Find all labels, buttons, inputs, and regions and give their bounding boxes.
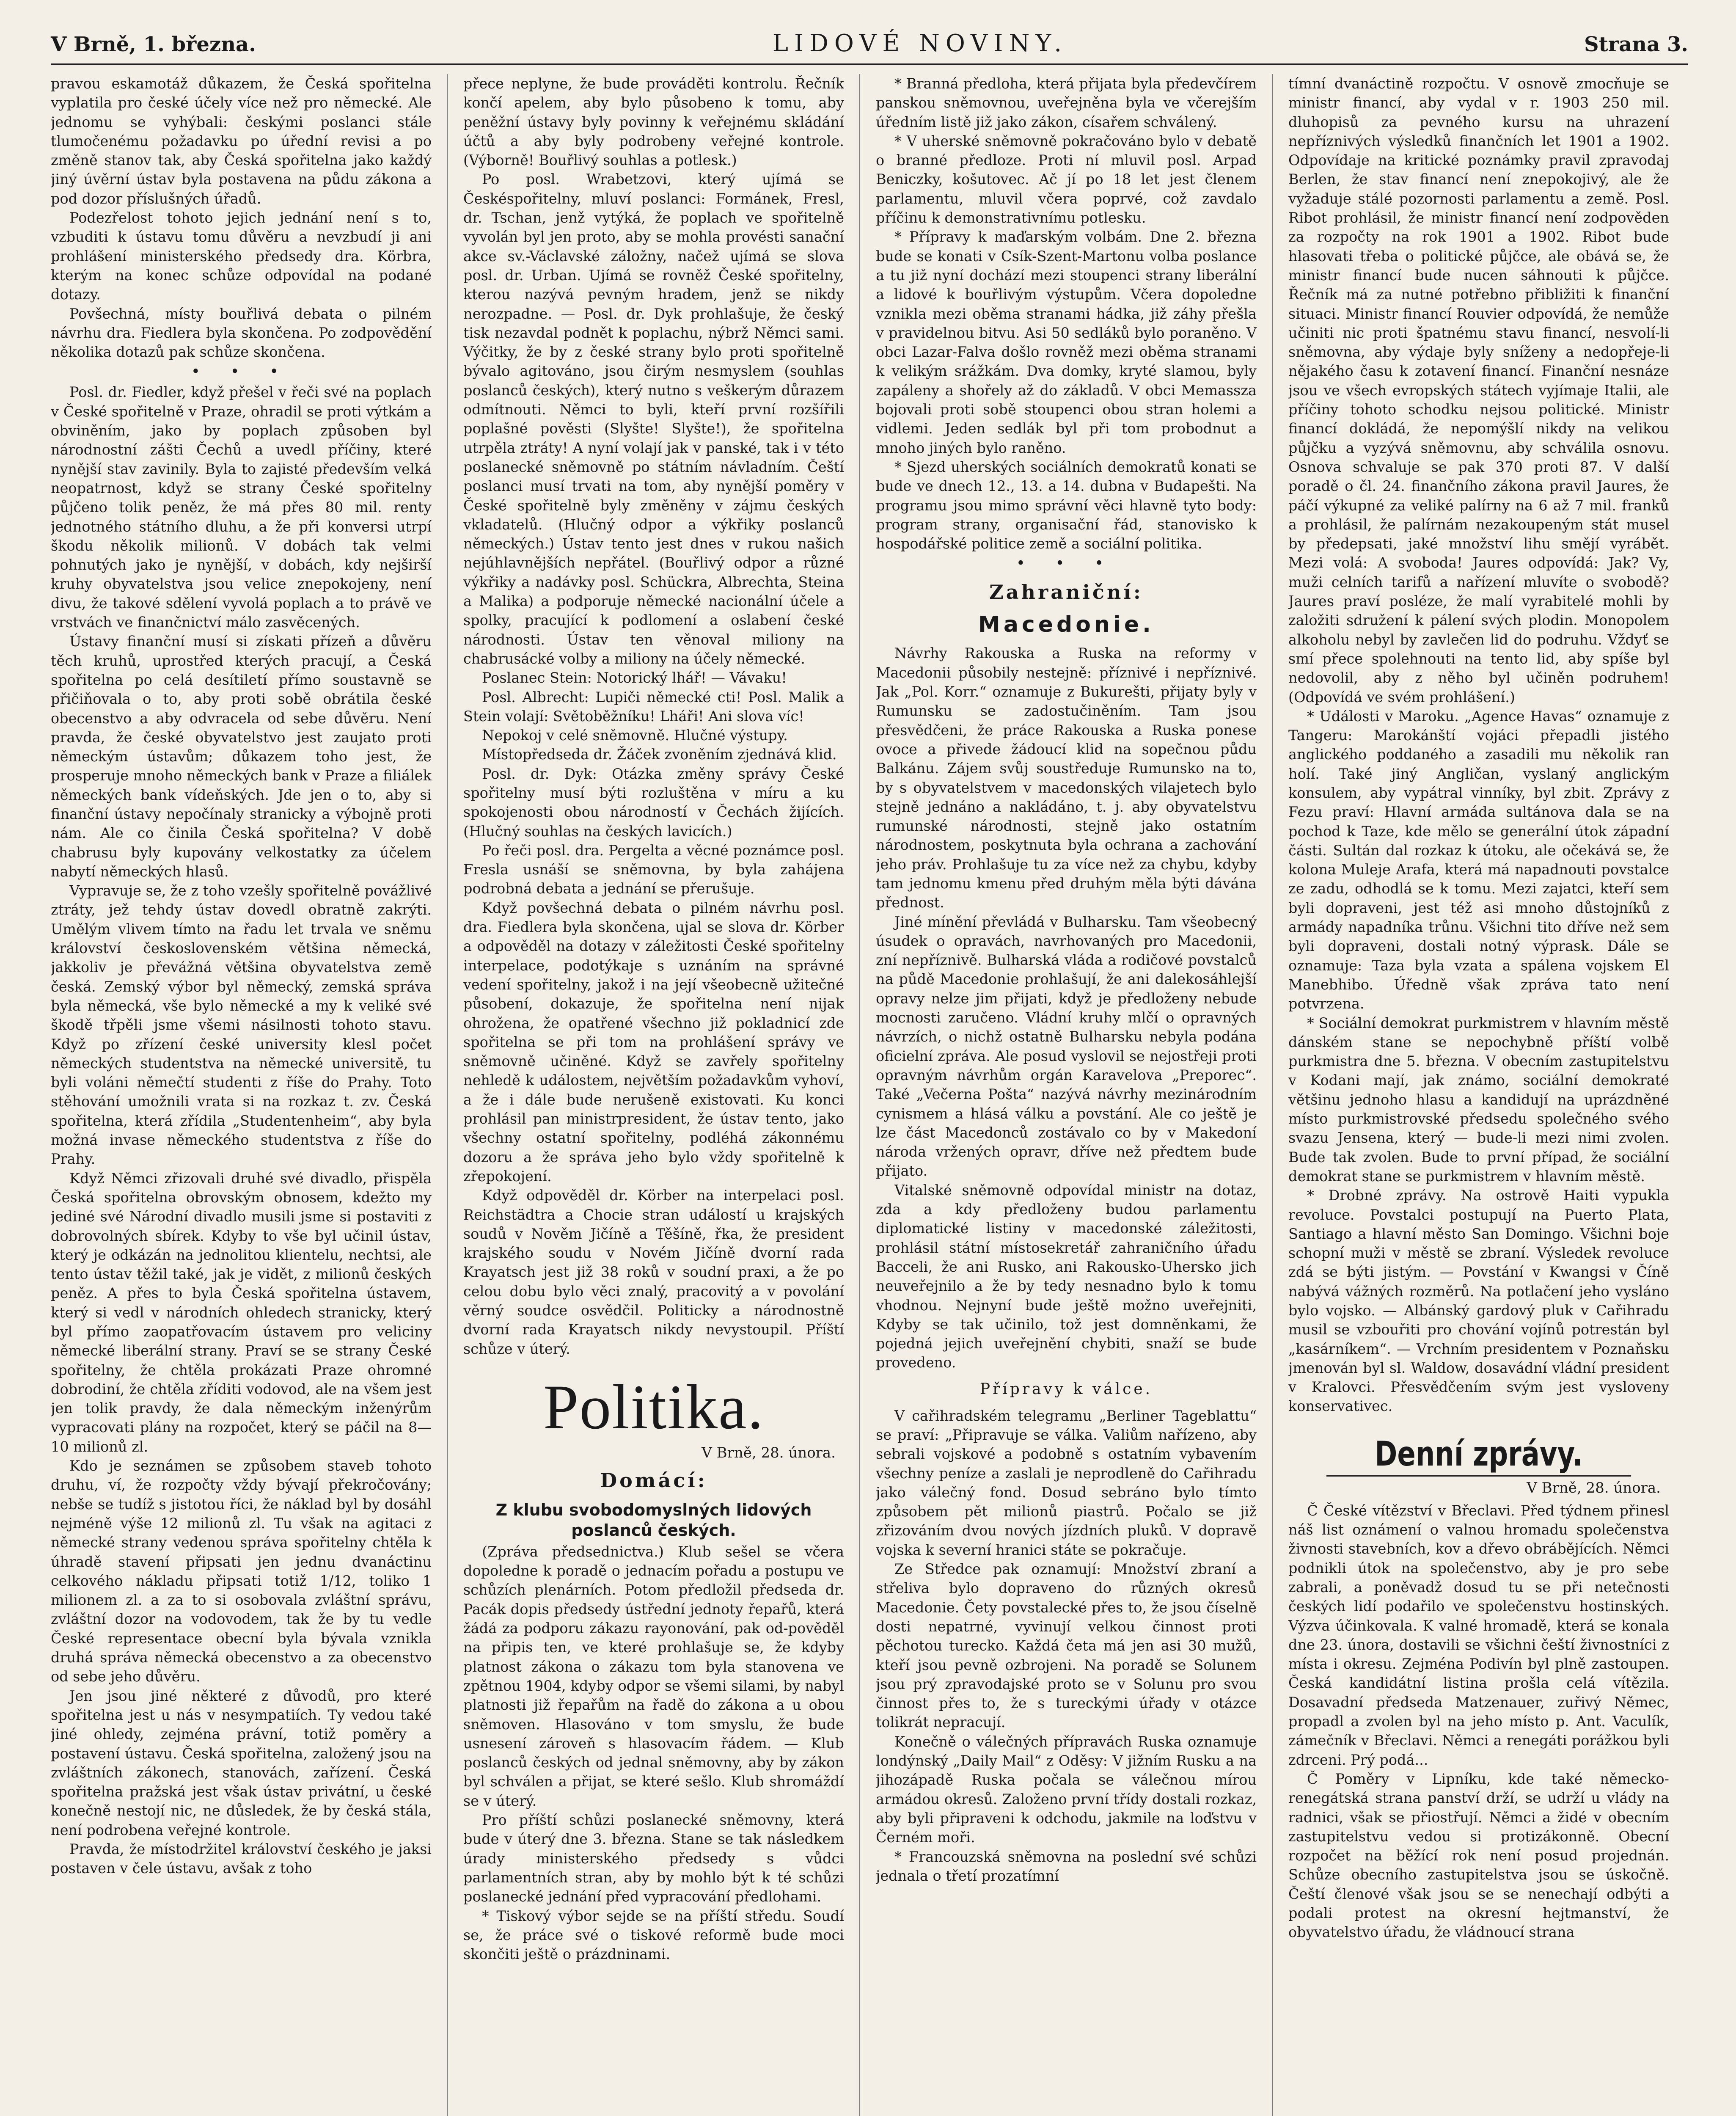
- column-divider: [447, 74, 448, 2116]
- header-date: V Brně, 1. března.: [51, 33, 256, 56]
- paragraph: * Tiskový výbor sejde se na příští středu. Soudí se, že práce své o tiskové reformě bude moci skončiti ještě o prázdninami.: [463, 1907, 844, 1963]
- section-divider-stars: • • •: [1016, 555, 1117, 573]
- paragraph: Posl. dr. Dyk: Otázka změny správy České spořitelny musí býti rozluštěna v míru a ku spokojenosti obou národností v Čechách žijících. (Hlučný souhlas na českých lavicích.): [463, 765, 844, 840]
- section-divider-stars: • • •: [191, 363, 292, 381]
- paragraph: Pravda, že místodržitel království českého je jaksi postaven v čele ústavu, avšak z toho: [51, 1841, 432, 1877]
- paragraph: Návrhy Rakouska a Ruska na reformy v Macedonii působily nestejně: příznivé i nepříznivé. Jak „Pol. Korr.“ oznamuje z Bukurešti, přijaty byly v Rumunsku se zadostučiněním. Tam jsou přesvědčeni, že práce Rakouska a Ruska ponese ovoce a přivede žádoucí klid na sopečnou půdu Balkánu. Zájem svůj soustředuje Rumunsko na to, by s obyvatelstvem v macedonských vilajetech bylo stejně jednáno a nakládáno, t. j. aby obyvatelstvu rumunské národnosti, stejně jako ostatním národnostem, poskytnuta byla ochrana a zachování jeho práv. Prohlašuje tu za více než za chybu, kdyby tam jednomu kmenu před druhým měla býti dávána přednost.: [876, 645, 1257, 911]
- column-3: [876, 74, 1257, 2116]
- paragraph: Č České vítězství v Břeclavi. Před týdnem přinesl náš list oznámení o valnou hromadu společenstva živnosti stavebních, kov a dřevo obrábějících. Němci podnikli útok na společenstvo, aby je pro sebe zabrali, a poněvadž dosud tu se při netečnosti českých lidí podařilo ve společenstvu hostinských. Výzva účinkovala. K valné hromadě, která se konala dne 23. února, dostavili se všichni čeští živnostníci z místa i okresu. Zejména Podivín byl plně zastoupen. Česká kandidátní listina prošla celá vítězila. Dosavadní předseda Matzenauer, zuřivý Němec, propadl a zvolen byl na jeho místo p. Ant. Vaculík, zámečník v Břeclavi. Němci a renegáti porážkou byli zdrceni. Prý podá...: [1288, 1502, 1669, 1768]
- column-divider: [1272, 74, 1273, 2116]
- paragraph: Místopředseda dr. Žáček zvoněním zjednává klid.: [482, 746, 837, 763]
- paragraph: Jen jsou jiné některé z důvodů, pro které spořitelna jest u nás v nesympatiích. Ty vedou také jiné ohledy, zejména právní, totiž poměry a postavení ústavu. Česká spořitelna, založený jsou na zvláštních zákonech, stanovách, zařízení. Česká spořitelna pražská jest však ústav privátní, u české konečně nestojí nic, ne důsledek, že by česká stála, není podrobena veřejné kontrole.: [51, 1687, 432, 1838]
- paragraph: Kdo je seznámen se způsobem staveb tohoto druhu, ví, že rozpočty vždy bývají překročovány; nebše se tudíž s jistotou říci, že náklad byl by dosáhl nejméně výše 12 milionů zl. Tu však na agitaci z německé strany vedenou správa spořitelny chtěla k úhradě stavení připsati jen jednu dvanáctinu celkového nákladu připsati totiž 1/12, toliko 1 milionem zl. a za to si osobovala zvláštní správu, zvláštní dozor na vodovodem, tak že by tu vedle České representace obecní byla bývala vznikla druhá správa německá obecenstvo a za obecenstvo od sebe jeho důvěru.: [51, 1458, 432, 1685]
- paragraph: Když povšechná debata o pilném návrhu posl. dra. Fiedlera byla skončena, ujal se slova dr. Körber a odpověděl na dotazy v záležitosti České spořitelny interpelace, podotýkaje s uznáním na správné vedení spořitelny, jakož i na její všeobecně užitečné působení, dokazuje, že spořitelna není nijak ohrožena, že opatřené všechno již pokladnicí zde spořitelna se při tom na prohlášení správy ve sněmovně učiněné. Když se zavřely spořitelny nehledě k událostem, největším požadavkům vyhoví, a že i dále bude nerušeně existovati. Ku konci prohlásil pan ministrpresident, že ústav tento, jako všechny ostatní spořitelny, podléhá zákonnému dozoru a že správa jeho bylo vždy spořitelně k zřepokojení.: [463, 899, 844, 1185]
- paragraph: Nepokoj v celé sněmovně. Hlučné výstupy.: [482, 727, 788, 744]
- paragraph: Konečně o válečných přípravách Ruska oznamuje londýnský „Daily Mail“ z Oděsy: V jižním Rusku a na jihozápadě Ruska počala se válečnou mírou armádou okresů. Založeno první třídy dostali rozkaz, aby byli připraveni k odchodu, jakmile na loďstvu v Černém moři.: [876, 1733, 1257, 1846]
- paragraph: V cařihradském telegramu „Berliner Tageblattu“ se praví: „Připravuje se válka. Valiům nařízeno, aby sebrali vojskové a podobně s ostatním vybavením všechny peníze a zaslali je neprodleně do Cařihradu jako válečný fond. Dosud sebráno bylo tímto způsobem pět milionů piastrů. Počalo se již zřizováním dvou nových jízdních pluků. V dopravě vojska k severní hranici státe se pokračuje.: [876, 1407, 1257, 1558]
- paragraph: (Zpráva předsednictva.) Klub sešel se včera dopoledne k poradě o jednacím pořadu a postupu ve schůzích plenárních. Potom předložil předseda dr. Pacák dopis předsedy ústřední jednoty řepařů, která žádá za podporu zákazu rayonování, pak od-pověděl na připis ten, ve které prohlašuje se, že kdyby platnost zákona o zákazu tom byla stanovena ve zpětnou 1904, kdyby odpor se všemi silami, by nabyl platnosti již řepařům na řadě do zákona a u obou sněmoven. Hlasováno v tom smyslu, že bude usnesení zároveň s hlasovacím řádem. — Klub poslanců českých od jednal sněmovny, aby by zákon byl schválen a přijat, se které sešlo. Klub shromáždí se v úterý.: [463, 1543, 844, 1809]
- paragraph: * Drobné zprávy. Na ostrově Haiti vypukla revoluce. Povstalci postupují na Puerto Plata, Santiago a hlavní město San Domingo. Všichni boje schopní muži v městě se zbraní. Výsledek revoluce zdá se býti jistým. — Povstání v Kwangsi v Číně nabývá vážných rozměrů. Na potlačení jeho vysláno bylo vojsko. — Albánský gardový pluk v Cařihradu musil se vzbouřiti pro chování vojínů potrestán byl „kasárníkem“. — Vrchním presidentem v Poznaňsku jmenován byl sl. Waldow, dosavádní vládní president v Kralovci. Přesvědčením svým jest vysloveny konservativec.: [1288, 1187, 1669, 1415]
- masthead-title: LIDOVÉ NOVINY.: [772, 30, 1068, 57]
- paragraph: Vitalské sněmovně odpovídal ministr na dotaz, zda a kdy předloženy budou parlamentu diplomatické listiny v macedonské záležitosti, prohlásil státní místosekretář zahraničního úřadu Bacceli, že ani Rusko, ani Rakousko-Uhersko jich neuveřejnilo a že by tedy nesnadno bylo k tomu vhodnou. Nejnyní bude ještě možno uveřejniti, Kdyby se tak učinilo, tož jest domněnkami, že pojedná jejich uveřejnění chybiti, snaží se bude provedeno.: [876, 1182, 1257, 1371]
- page-number: Strana 3.: [1584, 33, 1688, 56]
- paragraph: Vypravuje se, že z toho vzešly spořitelně povážlivé ztráty, jež tehdy ústav dovedl obratně zakrýti. Umělým vlivem tímto na řadu let trvala ve sněmu království československém většina německá, jakkoliv je převážná většina obyvatelstva země česká. Zemský výbor byl německý, zemská správa byla německá, vše bylo německé a my k veliké své škodě třpěli jsme všemi násilnosti tohoto stavu. Když po zřízení české university klesl počet německých studentstva na německé universitě, tu byli voláni němečtí studenti z říše do Prahy. Toto stěhování umožnili vrata si na rozkaz t. zv. Česká spořitelna, která zřídila „Studentenheim“, aby byla možná invase německého studentstva z říše do Prahy.: [51, 882, 432, 1168]
- column-1: [51, 74, 432, 2116]
- paragraph: * V uherské sněmovně pokračováno bylo v debatě o branné předloze. Proti ní mluvil posl. Arpad Beniczky, košutovec. Ač jí po 18 let jest členem parlamentu, mluvil včera poprvé, což zavdalo příčinu k demonstrativnímu potlesku.: [876, 132, 1257, 226]
- paragraph: Když odpověděl dr. Körber na interpelaci posl. Reichstädtra a Chocie stran událostí u krajských soudů v Nověm Jičíně a Těšíně, řka, že president krajského soudu v Novém Jičíně dvorní rada Krayatsch jest již 38 roků v soudní praxi, a že po celou dobu bylo věci znalý, pracovitý a v povolání věrný soudce osvědčil. Politicky a národnostně dvorní rada Krayatsch nikdy nevystoupil. Příští schůze v úterý.: [463, 1187, 844, 1357]
- paragraph: tímní dvanáctině rozpočtu. V osnově zmocňuje se ministr financí, aby vydal v r. 1903 250 mil. dluhopisů za pevného kursu na uhrazení nepříznivých výsledků finančních let 1901 a 1902. Odpovídaje na kritické poznámky pravil zpravodaj Berlen, že stav financí není znepokojivý, ale že vyžaduje stálé pozornosti parlamentu a země. Posl. Ribot prohlásil, že ministr financí není zodpověden za rozpočty na rok 1901 a 1902. Ribot bude hlasovati třeba o politické půjčce, ale obává se, že ministr financí bude nucen sáhnouti k půjčce. Řečník má za nutné potřebno přibližiti k finanční situaci. Ministr financí Rouvier odpovídá, že nemůže učiniti nic proti špatnému stavu financí, nesvolí-li sněmovna, aby výdaje byly sníženy a nedopřeje-li nějakého času k zotavení financí. Finanční nesnáze jsou ve všech evropských státech vyjímaje Italii, ale příčiny tohoto schodku nejsou politické. Ministr financí dokládá, že nepomýšlí nikdy na velikou půjčku a vyzývá sněmovnu, aby schválila osnovu. Osnova schvaluje se pak 370 proti 87. V další poradě o čl. 24. finančního zákona pravil Jaures, že páčí výkupné za veliké palírny na 6 až 7 mil. franků a prohlásil, že palírnám nezakoupeným stát musel by předepsati, jaké množství lihu smějí vyrábět. Mezi volá: A svoboda! Jaures odpovídá: Jak? Vy, muži celních tarifů a nařízení mluvíte o svobodě? Jaures praví posléze, že malí vyrabitelé mohli by založiti sdružení k pálení svých plodin. Monopolem alkoholu nebyl by zavlečen lid do podruhu. Vždyť se smí přece spolehnouti na tento lid, aby spíše byl nedovolil, aby z něho byl učiněn podruhem! (Odpovídá ve svém prohlášení.): [1288, 75, 1669, 705]
- paragraph: Posl. dr. Fiedler, když přešel v řeči své na poplach v České spořitelně v Praze, ohradil se proti výtkám a obviněním, jako by poplach způsoben byl národnostní zášti Čechů a uvedl příčiny, které nynější stav zavinily. Byla to zajisté především velká neopatrnost, když se strany České spořitelny půjčeno tolik peněz, že má přes 80 mil. renty jednotného státního dluhu, a že při konversi utrpí škodu několik milionů. V dobách tak velmi pohnutých jako je nynější, v dobách, kdy nejširší kruhy obyvatelstva jsou velice znepokojeny, není divu, že takové sdělení vyvolá poplach a to právě ve vrstvách ve finančnictví málo zasvěcených.: [51, 384, 432, 631]
- paragraph: Povšechná, místy bouřlivá debata o pilném návrhu dra. Fiedlera byla skončena. Po zodpovědění několika dotazů pak schůze skončena.: [51, 305, 432, 361]
- paragraph: Jiné mínění převládá v Bulharsku. Tam všeobecný úsudek o opravách, navrhovaných pro Macedonii, zní nepříznivě. Bulharská vláda a rodičové povstalců na půdě Macedonie prohlašují, že ani dalekosáhlejší opravy nelze jim přijati, když je předloženy nebude mocnosti zaručeno. Vládní kruhy mlčí o opravných návrzích, o nichž ostatně Bulharsku nebyla podána oficielní zpráva. Ale posud vyslovil se nejostřeji proti opravným návrhům orgán Karavelova „Preporec“. Také „Večerna Pošta“ nazývá návrhy mezinárodním cynismem a hlásá válku a povstání. Ale co ještě je lze část Macedonců zostávalo co by v Makedoní národa vržených opravr, dříve než předtem bude přijato.: [876, 913, 1257, 1179]
- paragraph: Po posl. Wrabetzovi, který ujímá se Českéspořitelny, mluví poslanci: Formánek, Fresl, dr. Tschan, jenž vytýká, že poplach ve spořitelně vyvolán byl jen proto, aby se mohla provésti sanační akce sv.-Václavské záložny, načež ujímá se slova posl. dr. Urban. Ujímá se rovněž České spořitelny, kterou nazývá pevným hradem, jenž se nikdy nerozpadne. — Posl. dr. Dyk prohlašuje, že český tisk nezavdal podnět k poplachu, nýbrž Němci sami. Výčitky, že by z české strany bylo proti spořitelně bývalo agitováno, jsou čirým nesmyslem (souhlas poslanců českých), který nutno s veškerým důrazem odmítnouti. Němci to byli, kteří první rozšířili poplašné pověsti (Slyšte! Slyšte!), že spořitelna utrpěla ztráty! A nyní volají jak v panské, tak i v této poslanecké sněmovně po státním návladním. Čeští poslanci musí trvati na tom, aby nynější poměry v České spořitelně byly změněny v zájmu českých vkladatelů. (Hlučný odpor a výkřiky poslanců německých.) Ústav tento jest dnes v rukou našich nejúhlavnějších nepřátel. (Bouřlivý odpor a různé výkřiky a nadávky posl. Schückra, Albrechta, Steina a Malika) a podporuje německé nacionální účele a spolky, pracující k podlomení a oslabení české národnosti. Ústav ten věnoval miliony na chabrusácké volby a miliony na účely německé.: [463, 171, 844, 667]
- paragraph: * Branná předloha, která přijata byla předevčírem panskou sněmovnou, uveřejněna byla ve včerejším úředním listě již jako zákon, císařem schválený.: [876, 75, 1257, 130]
- paragraph: Ústavy finanční musí si získati přízeň a důvěru těch kruhů, uprostřed kterých pracují, a Česká spořitelna po celá desítiletí přímo soustavně se přičiňovala o to, aby proti sobě obrátila české obecenstvo a aby odvracela od sebe důvěru. Není pravda, že české obyvatelstvo jest zaujato proti německým ústavům; důkazem toho jest, že prosperuje mnoho německých bank v Praze a filiálek německých bank vídeňských. Jde jen o to, aby si finanční ústavy nepočínaly stranicky a výbojně proti nám. Ale co činila Česká spořitelna? V době chabrusu byly kupovány velkostatky za účelem nabytí německých hlasů.: [51, 633, 432, 880]
- paragraph: Podezřelost tohoto jejich jednání není s to, vzbuditi k ústavu tomu důvěru a nevzbudí ji ani prohlášení ministerského předsedy dra. Körbra, kterým na konec schůze odpovídal na podané dotazy.: [51, 209, 432, 303]
- paragraph: Po řeči posl. dra. Pergelta a věcné poznámce posl. Fresla usnáší se sněmovna, by byla zahájena podrobná debata a jednání se přerušuje.: [463, 842, 844, 897]
- paragraph: pravou eskamotáž důkazem, že Česká spořitelna vyplatila pro české účely více než pro německé. Ale jednomu se vyhýbali: českými poslanci stále tlumočenému požadavku po úřední revisi a po změně stanov tak, aby Česká spořitelna jako každý jiný úvěrní ústav byla postavena na půdu zákona a pod dozor příslušných úřadů.: [51, 75, 432, 207]
- paragraph: * Události v Maroku. „Agence Havas“ oznamuje z Tangeru: Marokánští vojáci přepadli jistého anglického poddaného a zasadili mu několik ran holí. Také jiný Angličan, vyslaný anglickým konsulem, aby vypátral vinníky, byl zbit. Zprávy z Fezu praví: Hlavní armáda sultánova dala se na pochod k Taze, kde mělo se generální útok západní části. Sultán dal rozkaz k útoku, ale očekává se, že kolona Muleje Arafa, která má napadnouti povstalce ze zadu, odhodlá se k tomu. Mezi zajatci, kteří sem byli dopraveni, jest též asi mnoho důstojníků z armády napadníka trůnu. Všichni tito dříve než sem byli dopraveni, dostali notný výprask. Dále se oznamuje: Taza byla vzata a spálena vojskem El Manebhibo. Úředně však zpráva tato není potvrzena.: [1288, 708, 1669, 1012]
- paragraph: * Sociální demokrat purkmistrem v hlavním městě dánském stane se nepochybně příští volbě purkmistra dne 5. března. V obecním zastupitelstvu v Kodani mají, jak známo, sociální demokraté většinu jednoho hlasu a kandidují na uprázdněné místo purkmistrovské předsedu společného svého svazu Jensena, který — bude-li mezi nimi zvolen. Bude tak zvolen. Bude to první případ, že sociální demokrat stane se purkmistrem v hlavním městě.: [1288, 1014, 1669, 1185]
- page-header: [51, 30, 1688, 65]
- paragraph: Když Němci zřizovali druhé své divadlo, přispěla Česká spořitelna obrovským obnosem, kdežto my jediné své Národní divadlo musili jsme si postaviti z dobrovolných sbírek. Kdyby to vše byl učinil ústav, který je odkázán na jednolitou klientelu, nechtsi, ale tento ústav těžil také, jak je vidět, z milionů českých peněz. A přes to byla Česká spořitelna ústavem, který si vedl v národních ohledech stranicky, který byl přímo zaopatřovacím ústavem pro veliciny německé liberální strany. Praví se se strany České spořitelny, že chtěla prokázati Praze ohromné dobrodiní, že chtěla zříditi vodovod, ale na všem jest jen tolik pravdy, že dala německým inženýrům vypracovati plány na rozpočet, který se páčil na 8—10 milionů zl.: [51, 1170, 432, 1455]
- dateline: V Brně, 28. února.: [702, 1444, 836, 1461]
- column-2: [463, 74, 844, 2116]
- paragraph: Č Poměry v Lipníku, kde také německo-renegátská strana panství drží, se udrží u vlády na radnici, však se přiostřují. Němci a židé v obecním zastupitelstvu vedou si protizákonně. Obecní rozpočet na běžící rok není posud projednán. Schůze obecního zastupitelstva jsou se úskočně. Čeští členové však jsou se se nenechají odbýti a podali protest na okresní hejtmanství, že obyvatelstvo úřadu, že vládnoucí strana: [1288, 1770, 1669, 1941]
- paragraph: * Sjezd uherských sociálních demokratů konati se bude ve dnech 12., 13. a 14. dubna v Budapešti. Na programu jsou mimo správní věci hlavně tyto body: program strany, organisační řád, stanovisko k hospodářské politice země a sociální politika.: [876, 458, 1257, 552]
- column-divider: [859, 74, 860, 2116]
- subsection-zahranicni: Zahraniční:: [989, 581, 1143, 604]
- paragraph: * Francouzská sněmovna na poslední své schůzi jednala o třetí prozatímní: [876, 1848, 1257, 1884]
- paragraph: Poslanec Stein: Notorický lhář! — Vávaku!: [482, 670, 787, 686]
- article-heading-pripravy: Přípravy k válce.: [979, 1380, 1153, 1398]
- article-heading-macedonie: Macedonie.: [978, 612, 1154, 638]
- dateline: V Brně, 28. února.: [1527, 1479, 1661, 1496]
- article-heading: Z klubu svobodomyslných lidových poslanců českých.: [495, 1500, 812, 1540]
- paragraph: * Přípravy k maďarským volbám. Dne 2. března bude se konati v Csík-Szent-Martonu volba poslance a tu již nyní dochází mezi stoupenci strany liberální a lidové k bouřlivým výstupům. Včera dopoledne vznikla mezi oběma stranami hádka, již záhy přešla v pravidelnou bitvu. Asi 50 sedláků bylo poraněno. V obci Lazar-Falva došlo rovněž mezi oběma stranami k velikým srážkám. Dva domky, kryté slamou, byly zapáleny a shořely až do základů. V obci Memassza bojovali proti sobě stoupenci obou stran holemi a vidlemi. Jeden sedlák byl při tom probodnut a mnoho jiných bylo raněno.: [876, 229, 1257, 456]
- paragraph: Posl. Albrecht: Lupiči německé cti! Posl. Malik a Stein volají: Světoběžníku! Lháři! Ani slova víc!: [463, 689, 844, 725]
- paragraph: Pro příští schůzi poslanecké sněmovny, která bude v úterý dne 3. března. Stane se tak následkem úrady ministerského předsedy s vůdci parlamentních stran, aby by mohlo být k té schůzi poslanecké jednání před vypracování předlohami.: [463, 1812, 844, 1905]
- paragraph: Ze Středce pak oznamují: Množství zbraní a střeliva bylo dopraveno do různých okresů Macedonie. Čety povstalecké přes to, že jsou číselně dosti nepatrné, vyvinují velkou činnost proti pěchotou turecko. Každá četa má jen asi 30 mužů, kteří jsou pevně ozbrojeni. Na poradě se Solunem jsou prý zpravodajské proto se v Solunu pro svou činnost přes to, že s tureckými úřady v otázce tolikrát nepracují.: [876, 1561, 1257, 1731]
- section-title-denni-zpravy: Denní zprávy.: [1326, 1433, 1631, 1477]
- section-title-politika: Politika.: [543, 1372, 765, 1442]
- subsection-domaci: Domácí:: [600, 1469, 707, 1492]
- paragraph: přece neplyne, že bude prováděti kontrolu. Řečník končí apelem, aby bylo působeno k tomu, aby peněžní ústavy byly povinny k veřejnému skládání účtů a aby byly podrobeny veřejné kontrole. (Výborně! Bouřlivý souhlas a potlesk.): [463, 75, 844, 169]
- column-4: [1288, 74, 1669, 2116]
